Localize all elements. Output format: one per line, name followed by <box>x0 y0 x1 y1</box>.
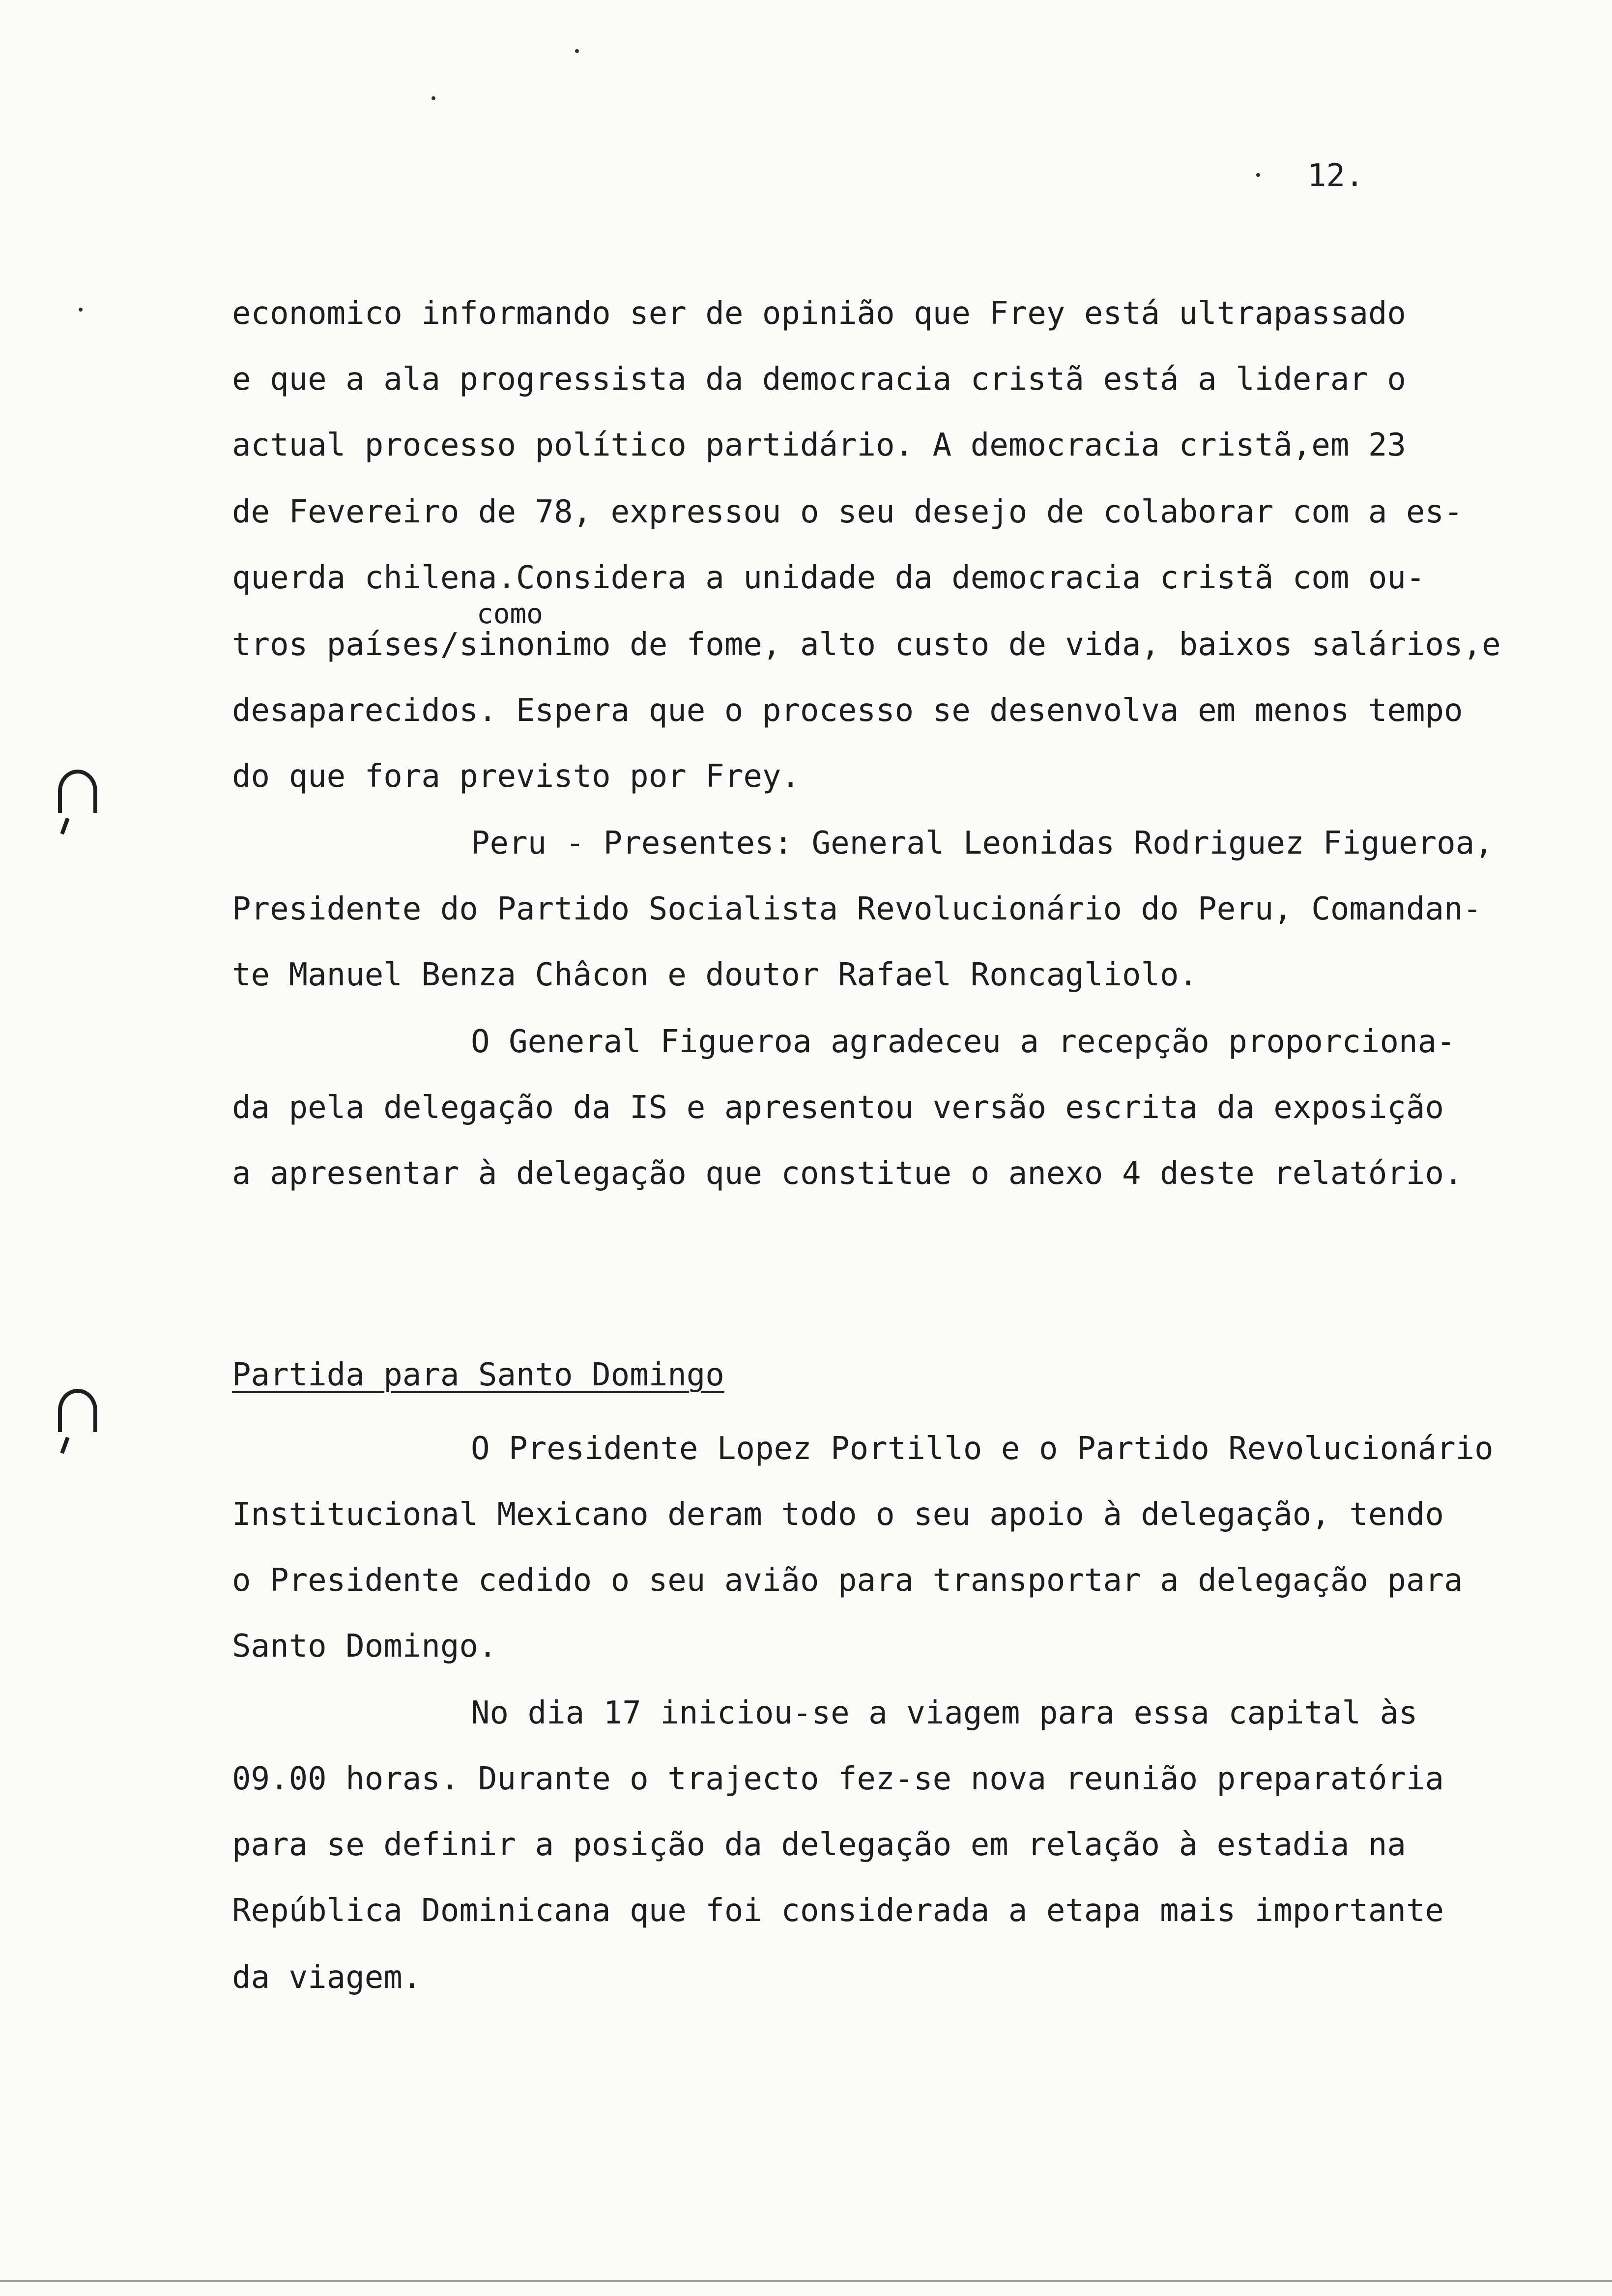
text-line-16: Institucional Mexicano deram todo o seu apoio à delegação, tendo <box>232 1496 1444 1533</box>
text-line-2: e que a ala progressista da democracia cristã está a liderar o <box>232 361 1406 398</box>
text-line-3: actual processo político partidário. A democracia cristã,em 23 <box>232 427 1406 463</box>
text-line-22: República Dominicana que foi considerada a etapa mais importante <box>232 1893 1444 1929</box>
text-line-13: da pela delegação da IS e apresentou versão escrita da exposição <box>232 1090 1444 1126</box>
section-heading: Partida para Santo Domingo <box>232 1357 724 1393</box>
text-line-6: tros países/sinonimo de fome, alto custo de vida, baixos salários,e <box>232 627 1501 663</box>
text-line-11: te Manuel Benza Châcon e doutor Rafael Roncagliolo. <box>232 957 1198 993</box>
text-line-5: querda chilena.Considera a unidade da democracia cristã com ou- <box>232 560 1425 596</box>
scan-speck <box>432 96 435 100</box>
text-line-7: desaparecidos. Espera que o processo se desenvolva em menos tempo <box>232 692 1463 729</box>
punch-hole-bottom <box>58 1389 97 1432</box>
text-line-9: Peru - Presentes: General Leonidas Rodriguez Figueroa, <box>471 825 1494 861</box>
page-number: 12. <box>1307 158 1364 194</box>
scan-speck <box>575 49 579 53</box>
text-line-4: de Fevereiro de 78, expressou o seu desejo de colaborar com a es- <box>232 494 1463 530</box>
text-line-15: O Presidente Lopez Portillo e o Partido Revolucionário <box>471 1431 1494 1467</box>
scan-speck <box>79 308 83 312</box>
punch-hole-top <box>58 770 97 813</box>
text-line-14: a apresentar à delegação que constitue o anexo 4 deste relatório. <box>232 1155 1463 1192</box>
text-line-10: Presidente do Partido Socialista Revolucionário do Peru, Comandan- <box>232 891 1482 927</box>
scan-speck <box>1256 173 1260 177</box>
text-line-23: da viagem. <box>232 1959 422 1996</box>
text-line-19: No dia 17 iniciou-se a viagem para essa capital às <box>471 1695 1418 1731</box>
punch-hole-bottom-mark <box>60 1437 69 1454</box>
text-line-17: o Presidente cedido o seu avião para transportar a delegação para <box>232 1562 1463 1599</box>
scan-edge-line <box>0 2280 1612 2282</box>
text-line-20: 09.00 horas. Durante o trajecto fez-se nova reunião preparatória <box>232 1761 1444 1797</box>
text-line-8: do que fora previsto por Frey. <box>232 758 800 795</box>
punch-hole-top-mark <box>60 818 69 835</box>
text-line-18: Santo Domingo. <box>232 1628 497 1665</box>
text-line-1: economico informando ser de opinião que Frey está ultrapassado <box>232 295 1406 332</box>
text-line-21: para se definir a posição da delegação em relação à estadia na <box>232 1827 1406 1863</box>
interlinear-insertion: como <box>477 598 543 630</box>
text-line-12: O General Figueroa agradeceu a recepção proporciona- <box>471 1024 1456 1060</box>
